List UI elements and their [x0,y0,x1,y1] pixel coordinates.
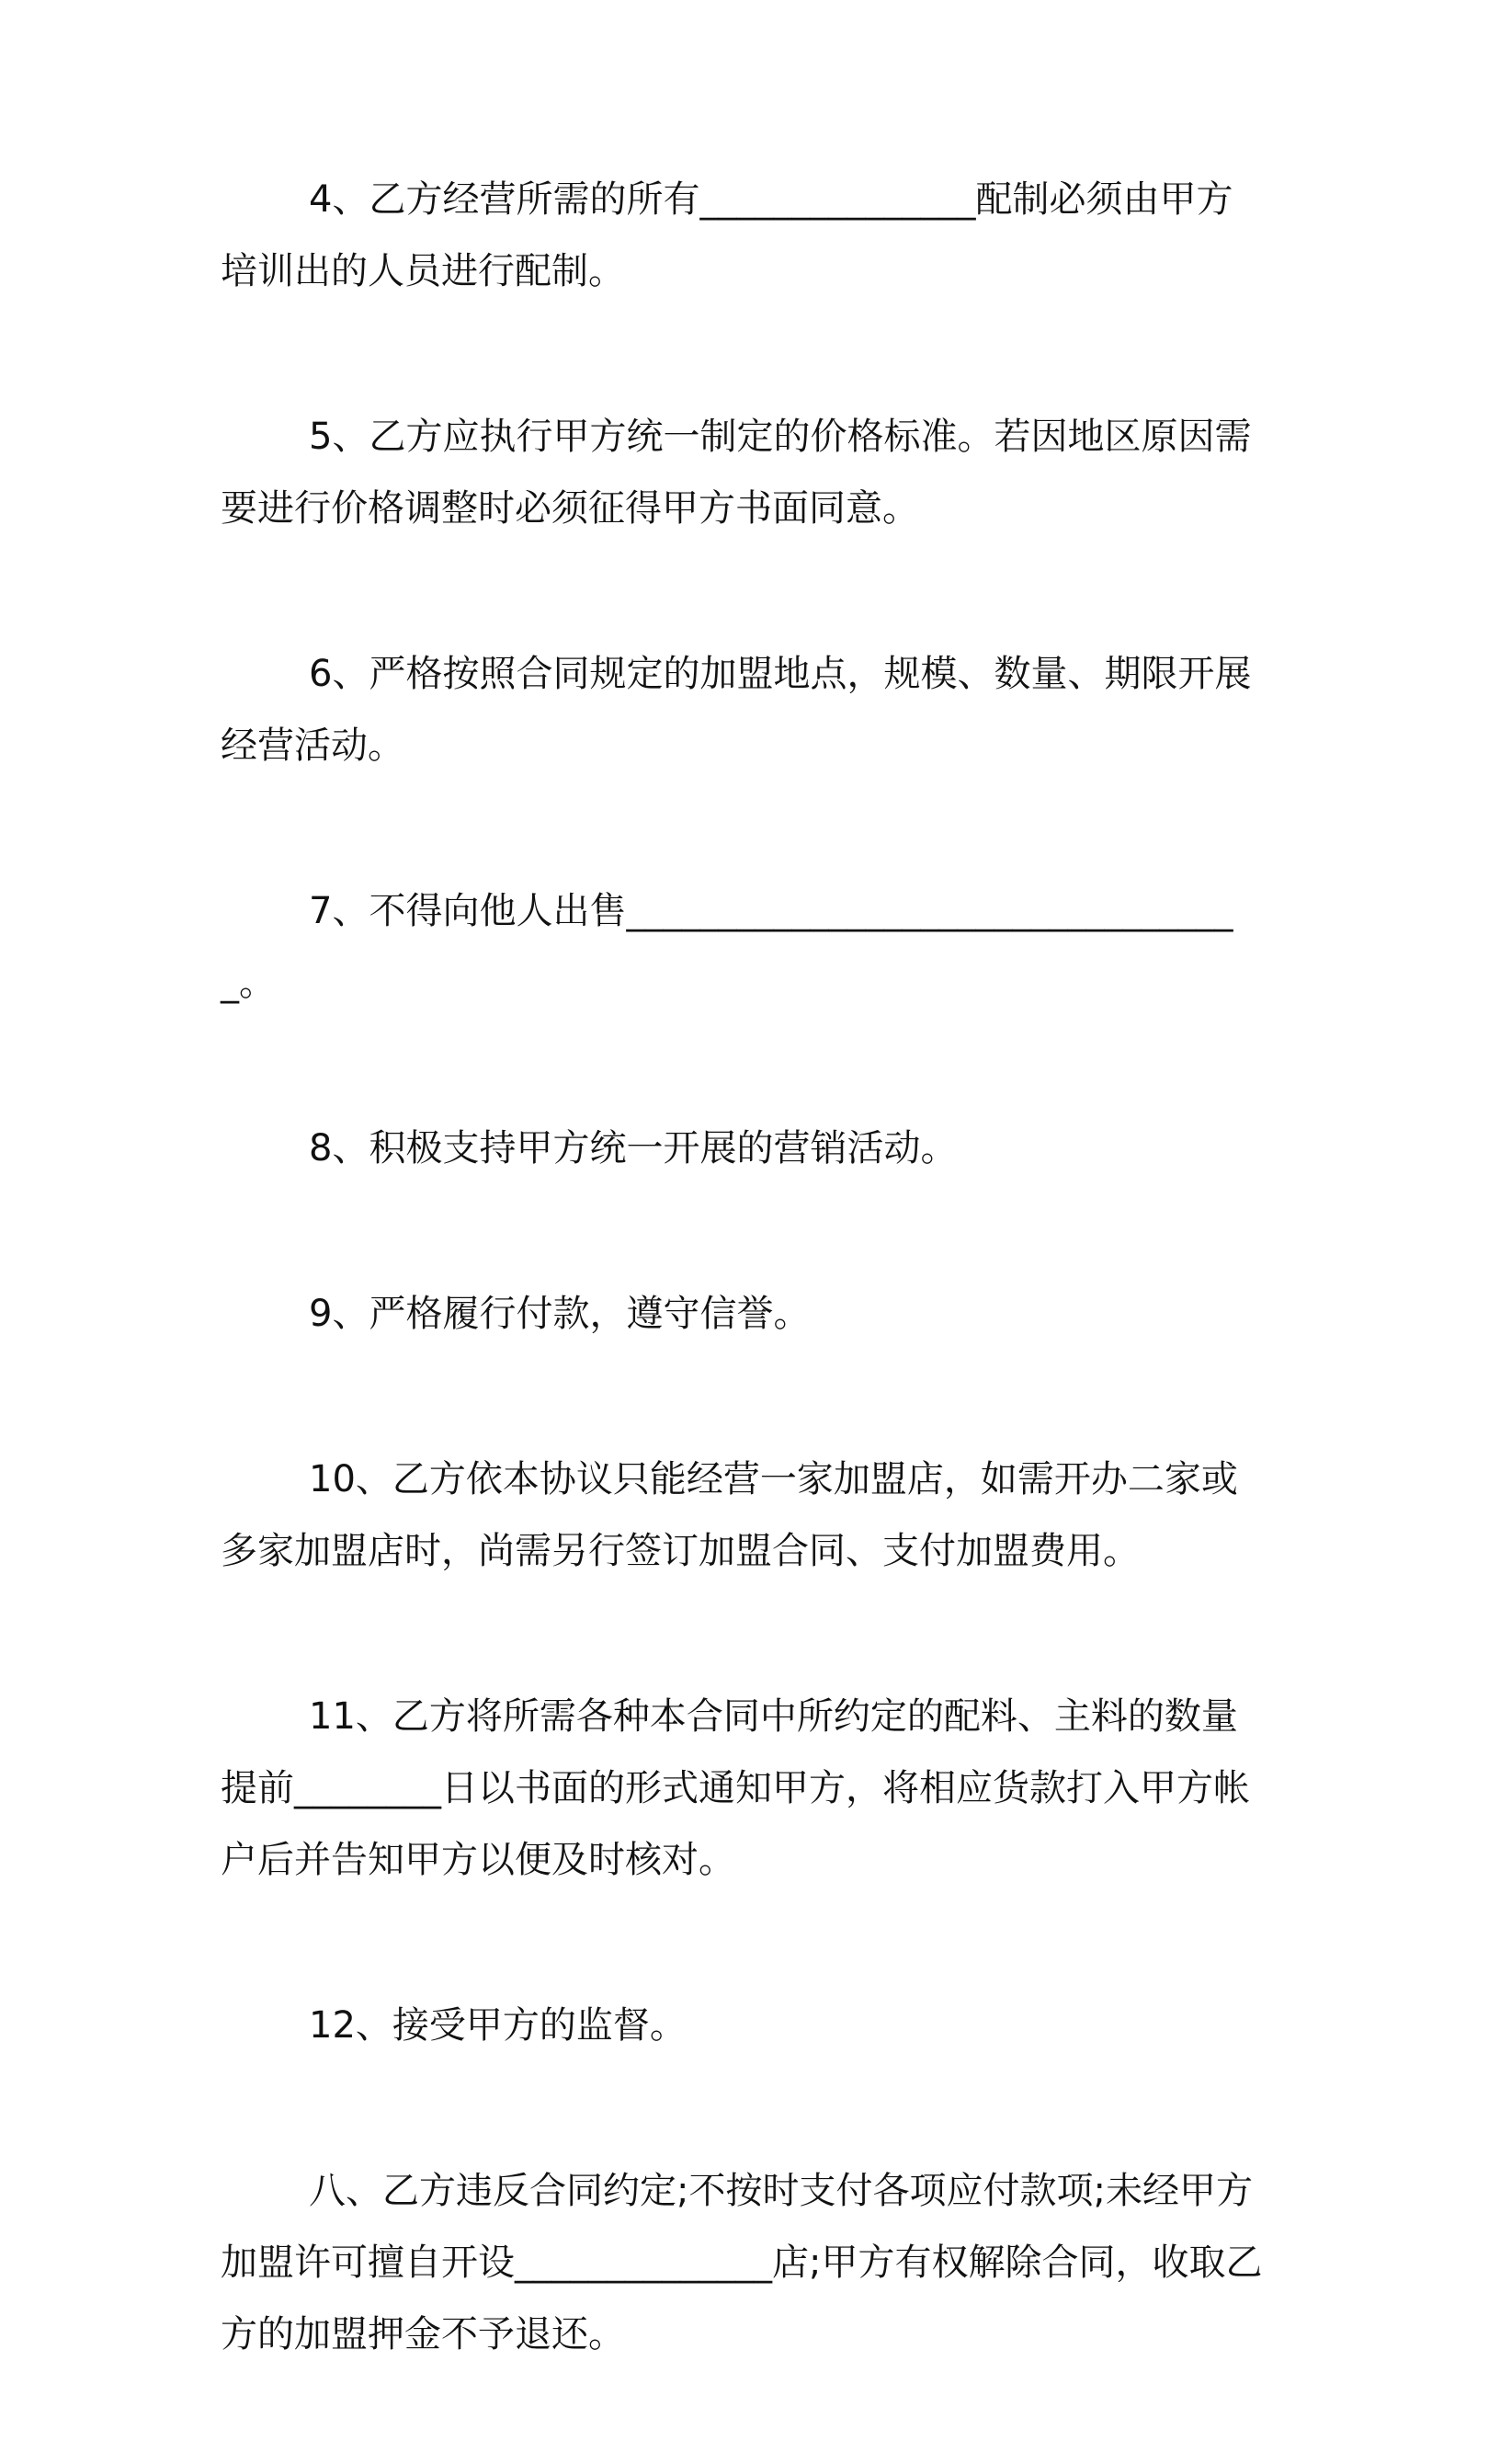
clause-6-paragraph: 6、严格按照合同规定的加盟地点，规模、数量、期限开展经营活动。 [221,653,1252,767]
clause-12-paragraph: 12、接受甲方的监督。 [309,2004,687,2047]
clause-5-paragraph: 5、乙方应执行甲方统一制定的价格标准。若因地区原因需要进行价格调整时必须征得甲方书面同意。 [221,416,1252,530]
section-8-paragraph: 八、乙方违反合同约定;不按时支付各项应付款项;未经甲方加盟许可擅自开设______________店;甲方有权解除合同，收取乙方的加盟押金不予退还。 [221,2170,1263,2356]
clause-9-paragraph: 9、严格履行付款，遵守信誉。 [309,1293,811,1335]
document-body [221,164,1268,2464]
clause-4-paragraph: 4、乙方经营所需的所有_______________配制必须由甲方培训出的人员进行配制。 [221,178,1233,292]
clause-10-paragraph: 10、乙方依本协议只能经营一家加盟店，如需开办二家或多家加盟店时，尚需另行签订加盟合同、支付加盟费用。 [221,1458,1238,1572]
clause-8-paragraph: 8、积极支持甲方统一开展的营销活动。 [309,1127,958,1169]
clause-7-paragraph: 7、不得向他人出售__________________________________。 [221,890,1233,1004]
clause-11-paragraph: 11、乙方将所需各种本合同中所约定的配料、主料的数量提前________日以书面的形式通知甲方，将相应货款打入甲方帐户后并告知甲方以便及时核对。 [221,1695,1250,1881]
